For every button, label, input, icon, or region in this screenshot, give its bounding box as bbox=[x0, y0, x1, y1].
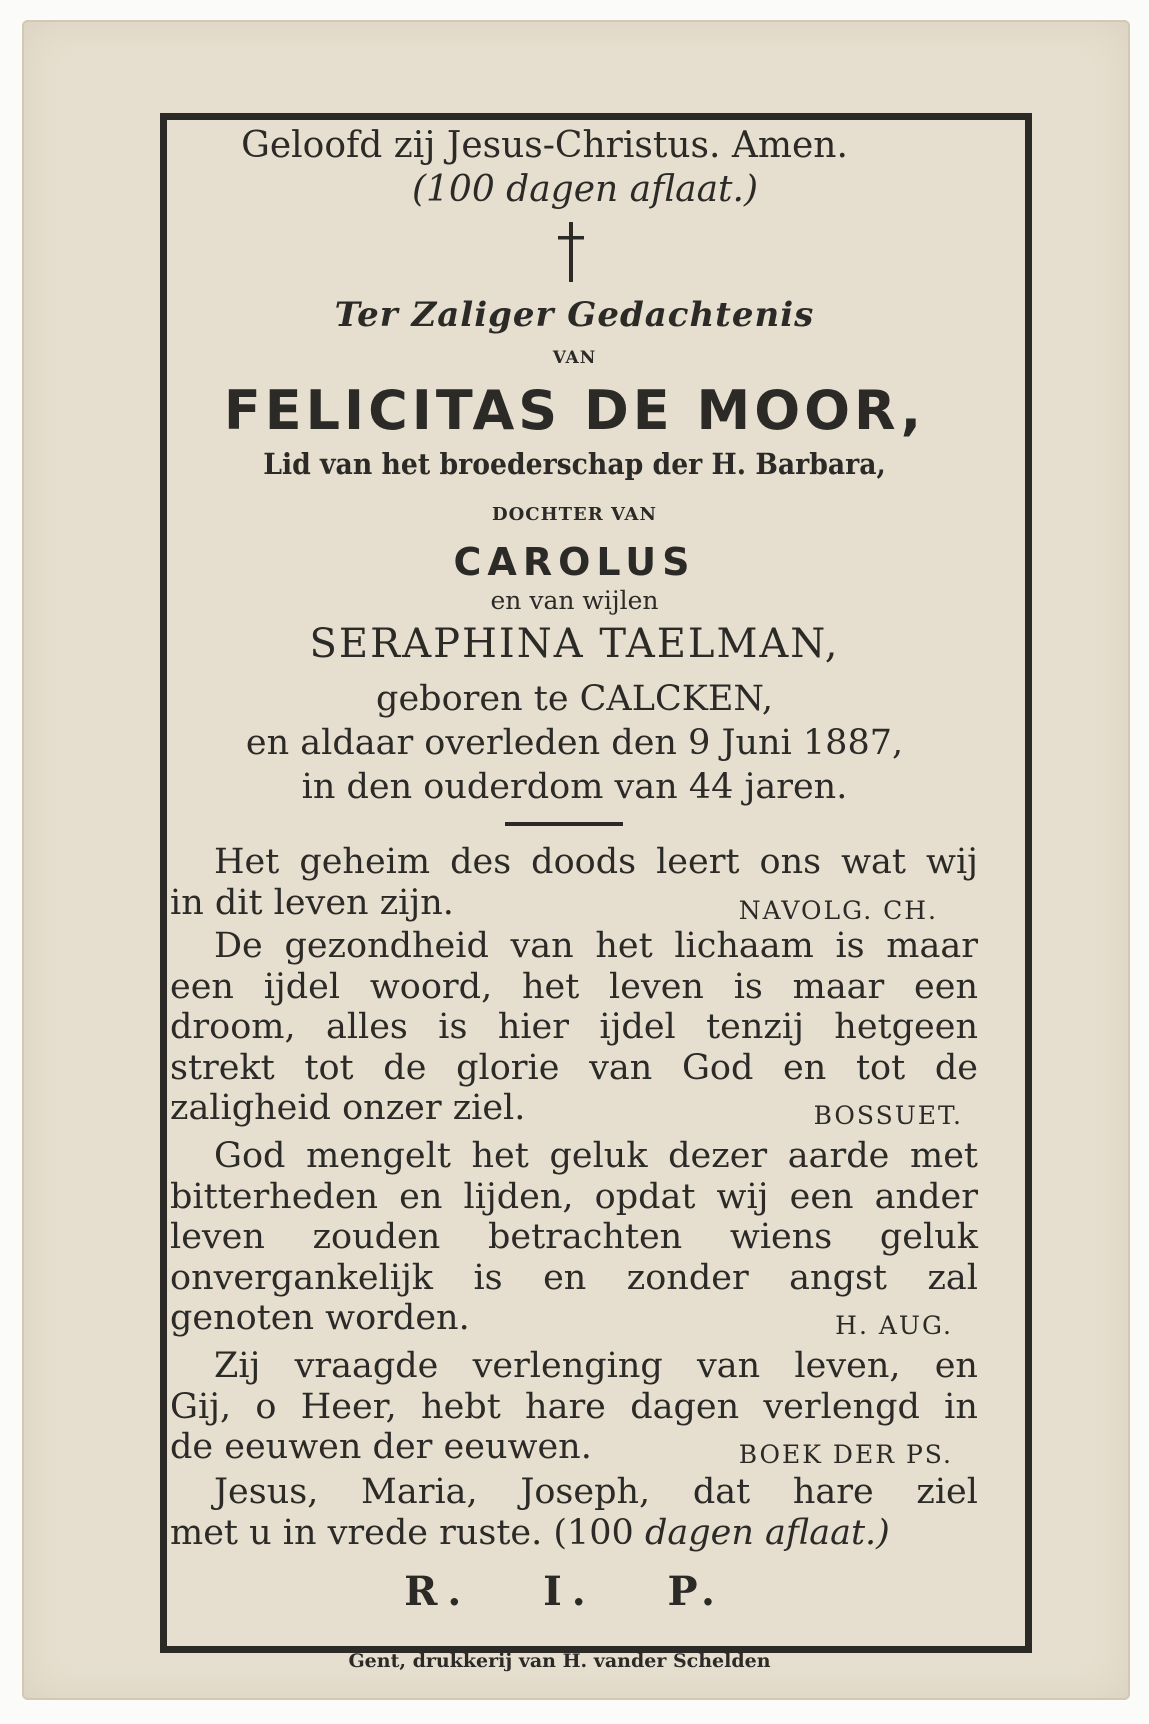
word: het bbox=[595, 926, 653, 966]
word: geluk bbox=[549, 1136, 648, 1176]
word: maar bbox=[886, 926, 978, 966]
death-line: en aldaar overleden den 9 Juni 1887, bbox=[245, 723, 904, 763]
quote-line: genoten worden. bbox=[170, 1298, 470, 1338]
word: en bbox=[934, 1346, 978, 1386]
word: is bbox=[438, 1007, 468, 1047]
word: woord, bbox=[369, 966, 493, 1007]
word: Gij, bbox=[170, 1386, 232, 1427]
quote-line bbox=[170, 1136, 978, 1177]
word: Het bbox=[214, 842, 280, 882]
word: hebt bbox=[421, 1386, 501, 1427]
word: de bbox=[383, 1047, 427, 1088]
word: gezondheid bbox=[284, 926, 489, 966]
word: ijdel bbox=[599, 1007, 676, 1047]
word: doods bbox=[531, 842, 637, 882]
rip-mark: R. I. P. bbox=[404, 1568, 725, 1615]
quote-psalms bbox=[170, 1346, 978, 1468]
word: is bbox=[835, 926, 865, 966]
word: o bbox=[255, 1386, 277, 1427]
quote-line bbox=[170, 1217, 978, 1258]
word: het bbox=[471, 1136, 529, 1176]
word: van bbox=[510, 926, 574, 966]
word: een bbox=[914, 966, 978, 1007]
word: dezer bbox=[668, 1136, 768, 1176]
word: Jesus, bbox=[214, 1472, 319, 1512]
word: is bbox=[473, 1257, 503, 1298]
closing-line-2-italic: dagen aflaat.) bbox=[644, 1512, 890, 1553]
word: geheim bbox=[299, 842, 431, 882]
word: onvergankelijk bbox=[170, 1257, 434, 1298]
word: van bbox=[589, 1047, 653, 1088]
quote-line bbox=[170, 1387, 978, 1428]
daughter-of-label: DOCHTER VAN bbox=[492, 504, 657, 525]
quote-line: in dit leven zijn. bbox=[170, 882, 454, 923]
word: ons bbox=[759, 842, 822, 882]
mother-name: SERAPHINA TAELMAN, bbox=[309, 621, 840, 667]
word: ander bbox=[874, 1176, 978, 1217]
word: tot bbox=[304, 1047, 354, 1088]
word: strekt bbox=[170, 1047, 275, 1088]
quote-line: zaligheid onzer ziel. bbox=[170, 1088, 526, 1128]
header-line-2: (100 dagen aflaat.) bbox=[411, 169, 759, 210]
quote-source: BOEK DER PS. bbox=[738, 1440, 953, 1469]
header-line-1: Geloofd zij Jesus-Christus. Amen. bbox=[241, 125, 848, 166]
word: een bbox=[789, 1176, 854, 1217]
father-name: CAROLUS bbox=[453, 540, 696, 584]
word: en bbox=[783, 1047, 827, 1088]
birthplace-line: geboren te CALCKEN, bbox=[376, 679, 773, 719]
deceased-name: FELICITAS DE MOOR, bbox=[223, 379, 926, 442]
word: Zij bbox=[214, 1346, 261, 1386]
word: hier bbox=[497, 1007, 569, 1047]
quote-source: H. AUG. bbox=[835, 1311, 953, 1340]
word: des bbox=[450, 842, 512, 882]
word: wij bbox=[925, 842, 978, 882]
closing-line-2 bbox=[170, 1513, 978, 1554]
word: tenzij bbox=[706, 1007, 804, 1047]
word: angst bbox=[789, 1257, 887, 1298]
word: God bbox=[681, 1047, 754, 1088]
closing-line-2-plain: met u in vrede ruste. (100 bbox=[170, 1512, 634, 1553]
van-label: VAN bbox=[552, 348, 597, 368]
closing-prayer bbox=[170, 1472, 978, 1553]
word: een bbox=[170, 966, 234, 1007]
word: maar bbox=[792, 966, 885, 1007]
quote-line bbox=[170, 1346, 978, 1387]
word: hare bbox=[525, 1386, 606, 1427]
word: Joseph, bbox=[520, 1472, 651, 1512]
word: Heer, bbox=[300, 1386, 397, 1427]
word: en bbox=[399, 1176, 443, 1217]
word: Maria, bbox=[361, 1472, 478, 1512]
and-late-line: en van wijlen bbox=[490, 586, 659, 615]
word: leert bbox=[656, 842, 740, 882]
word: leven, bbox=[794, 1346, 901, 1386]
word: het bbox=[521, 966, 580, 1007]
word: geluk bbox=[879, 1217, 978, 1257]
word: betrachten bbox=[487, 1217, 683, 1257]
word: en bbox=[543, 1257, 587, 1298]
word: alles bbox=[325, 1007, 408, 1047]
word: De bbox=[214, 926, 263, 966]
word: aarde bbox=[787, 1136, 890, 1176]
age-line: in den ouderdom van 44 jaren. bbox=[301, 767, 848, 807]
quote-bossuet bbox=[170, 926, 978, 1129]
word: met bbox=[910, 1136, 978, 1176]
memorial-heading: Ter Zaliger Gedachtenis bbox=[334, 295, 815, 335]
word: lichaam bbox=[674, 926, 814, 966]
word: zal bbox=[927, 1257, 978, 1298]
quote-source: NAVOLG. CH. bbox=[738, 895, 938, 925]
word: leven bbox=[170, 1217, 265, 1257]
word: bitterheden bbox=[170, 1176, 379, 1217]
closing-line-1 bbox=[170, 1472, 978, 1513]
word: wat bbox=[841, 842, 906, 882]
quote-line bbox=[170, 1258, 978, 1299]
word: droom, bbox=[170, 1007, 296, 1047]
word: ijdel bbox=[263, 966, 341, 1007]
word: ziel bbox=[916, 1472, 978, 1512]
quote-line bbox=[170, 1048, 978, 1089]
quote-line: de eeuwen der eeuwen. bbox=[170, 1427, 592, 1467]
word: in bbox=[944, 1386, 978, 1427]
word: zonder bbox=[626, 1257, 749, 1298]
word: is bbox=[733, 966, 763, 1007]
membership-line: Lid van het broederschap der H. Barbara, bbox=[263, 447, 886, 481]
quote-line bbox=[170, 926, 978, 967]
word: tot bbox=[855, 1047, 906, 1088]
word: de bbox=[934, 1047, 978, 1088]
word: wiens bbox=[729, 1217, 833, 1257]
word: dat bbox=[692, 1472, 751, 1512]
word: God bbox=[214, 1136, 286, 1176]
quote-line bbox=[170, 1177, 978, 1218]
word: lijden, bbox=[463, 1176, 574, 1217]
word: mengelt bbox=[306, 1136, 451, 1176]
printer-credit: Gent, drukkerij van H. vander Schelden bbox=[348, 1650, 771, 1672]
word: opdat bbox=[594, 1176, 696, 1217]
word: dagen bbox=[630, 1386, 740, 1427]
word: glorie bbox=[456, 1047, 560, 1088]
word: wij bbox=[716, 1176, 769, 1217]
word: hare bbox=[792, 1472, 874, 1512]
cross-icon bbox=[556, 222, 586, 282]
word: verlenging bbox=[472, 1346, 663, 1386]
quote-line bbox=[170, 967, 978, 1008]
word: verlengd bbox=[763, 1386, 920, 1427]
quote-source: BOSSUET. bbox=[813, 1101, 963, 1130]
word: leven bbox=[609, 966, 704, 1007]
word: zouden bbox=[312, 1217, 441, 1257]
quote-aug bbox=[170, 1136, 978, 1339]
word: vraagde bbox=[294, 1346, 439, 1386]
quote-navolg bbox=[170, 842, 978, 923]
quote-line bbox=[170, 1007, 978, 1048]
word: van bbox=[697, 1346, 761, 1386]
word: hetgeen bbox=[834, 1007, 978, 1047]
divider-rule bbox=[505, 822, 623, 826]
